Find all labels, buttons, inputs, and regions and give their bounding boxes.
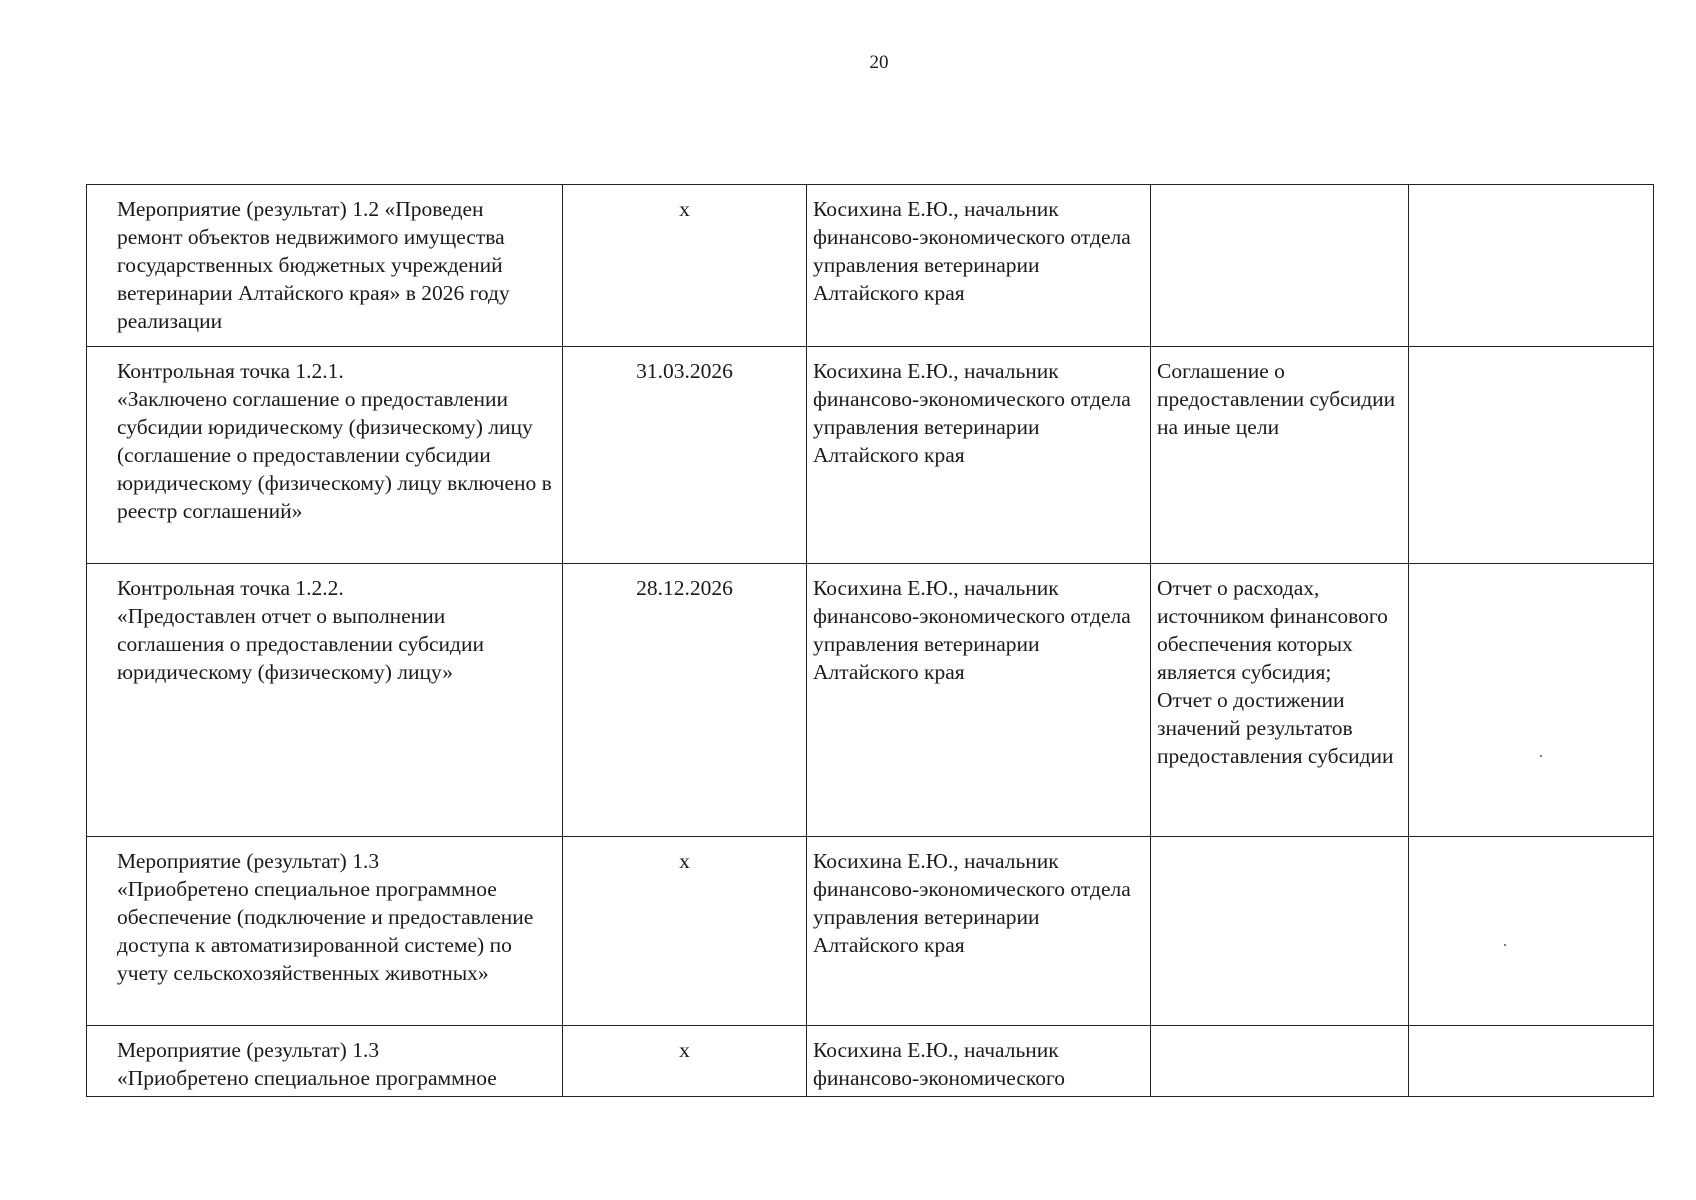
responsible-cell: Косихина Е.Ю., начальник финансово-экономического отдела управления ветеринарии Алтайского края [807, 347, 1151, 564]
deadline-cell: х [563, 185, 807, 347]
table-row [87, 564, 1654, 837]
table-row [87, 837, 1654, 1026]
document-cell: Отчет о расходах, источником финансового обеспечения которых является субсидия; Отчет о достижении значений результатов предоставления субсидии [1151, 564, 1409, 837]
extra-cell [1409, 185, 1654, 347]
responsible-cell: Косихина Е.Ю., начальник финансово-экономического [807, 1026, 1151, 1097]
scan-speck [1540, 755, 1542, 757]
document-cell [1151, 837, 1409, 1026]
table-row [87, 185, 1654, 347]
document-cell [1151, 1026, 1409, 1097]
deadline-cell: х [563, 837, 807, 1026]
extra-cell [1409, 837, 1654, 1026]
scan-speck [1504, 944, 1506, 946]
deadline-cell: 28.12.2026 [563, 564, 807, 837]
table-row [87, 347, 1654, 564]
document-cell: Соглашение о предоставлении субсидии на иные цели [1151, 347, 1409, 564]
event-name-cell: Мероприятие (результат) 1.2 «Проведен ремонт объектов недвижимого имущества государственных бюджетных учреждений ветеринарии Алтайского края» в 2026 году реализации [87, 185, 563, 347]
event-name-cell: Контрольная точка 1.2.1. «Заключено соглашение о предоставлении субсидии юридическому (физическому) лицу (соглашение о предоставлении субсидии юридическому (физическому) лицу включено в реестр соглашений» [87, 347, 563, 564]
event-name-cell: Контрольная точка 1.2.2. «Предоставлен отчет о выполнении соглашения о предоставлении субсидии юридическому (физическому) лицу» [87, 564, 563, 837]
event-name-cell: Мероприятие (результат) 1.3 «Приобретено специальное программное обеспечение (подключение и предоставление доступа к автоматизированной системе) по учету сельскохозяйственных животных» [87, 837, 563, 1026]
extra-cell [1409, 564, 1654, 837]
responsible-cell: Косихина Е.Ю., начальник финансово-экономического отдела управления ветеринарии Алтайского края [807, 837, 1151, 1026]
table-row [87, 1026, 1654, 1097]
plan-table [86, 184, 1654, 1097]
event-name-cell: Мероприятие (результат) 1.3 «Приобретено специальное программное [87, 1026, 563, 1097]
document-cell [1151, 185, 1409, 347]
responsible-cell: Косихина Е.Ю., начальник финансово-экономического отдела управления ветеринарии Алтайского края [807, 564, 1151, 837]
page-number: 20 [869, 52, 889, 73]
deadline-cell: х [563, 1026, 807, 1097]
deadline-cell: 31.03.2026 [563, 347, 807, 564]
extra-cell [1409, 1026, 1654, 1097]
extra-cell [1409, 347, 1654, 564]
responsible-cell: Косихина Е.Ю., начальник финансово-экономического отдела управления ветеринарии Алтайского края [807, 185, 1151, 347]
